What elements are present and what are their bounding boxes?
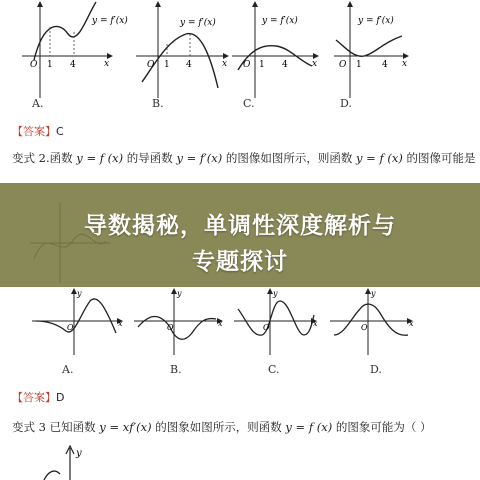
graph-c: [232, 2, 318, 98]
question-3-part3: 的图象可能为（ ）: [332, 420, 432, 434]
answer-1-value: C: [56, 125, 64, 138]
graph-c-origin: O: [243, 60, 251, 70]
question-3-part2: 的图象如图所示，则函数: [151, 420, 286, 434]
graph-a-tick2: 4: [70, 60, 76, 70]
bottom-graph-a-x: x: [118, 319, 123, 328]
bottom-graph-a: [32, 289, 123, 355]
question-2-formula2: y = f′(x): [176, 151, 223, 165]
top-option-a: A.: [32, 97, 44, 110]
question-3-formula2: y = f (x): [285, 420, 333, 434]
bottom-graph-d-y: y: [371, 289, 376, 298]
answer-1: [12, 123, 64, 139]
banner-title-line1: 导数揭秘，单调性深度解析与: [84, 213, 396, 239]
bottom-graph-d-origin: O: [361, 323, 368, 332]
partial-figure-y-label: y: [76, 448, 82, 459]
bottom-graph-a-origin: O: [67, 323, 74, 332]
bottom-graph-b: [134, 289, 223, 355]
question-3-part1: 变式 3 已知函数: [12, 420, 100, 434]
question-2-part1: 变式 2.函数: [12, 151, 77, 165]
question-3: [12, 419, 432, 435]
bottom-graph-b-x: x: [218, 319, 223, 328]
top-figures: [0, 0, 480, 100]
graph-b: [136, 2, 228, 98]
question-2: [12, 150, 476, 166]
bottom-graph-d-x: x: [409, 319, 414, 328]
bottom-figures: [0, 287, 480, 359]
graph-b-func-label: y = f′(x): [180, 18, 216, 28]
question-2-part3: 的图像如图所示，则函数: [222, 151, 357, 165]
graph-c-tick1: 1: [259, 60, 265, 70]
graph-a-tick1: 1: [47, 60, 53, 70]
graph-a-func-label: y = f′(x): [92, 16, 128, 26]
question-2-formula3: y = f (x): [356, 151, 403, 165]
graph-c-tick2: 4: [282, 60, 288, 70]
title-banner: [0, 183, 480, 287]
bottom-graph-c-y: y: [273, 289, 278, 298]
graph-b-x-label: x: [222, 59, 228, 69]
bottom-graph-c-x: x: [313, 319, 318, 328]
bottom-graph-b-y: y: [177, 289, 182, 298]
graph-d: [334, 2, 408, 98]
graph-c-func-label: y = f′(x): [262, 16, 298, 26]
bottom-graph-c: [234, 289, 318, 355]
graph-c-x-label: x: [312, 59, 318, 69]
graph-b-origin: O: [147, 60, 155, 70]
graph-b-tick1: 1: [164, 60, 170, 70]
bottom-option-a: A.: [62, 363, 74, 376]
top-option-d: D.: [340, 97, 352, 110]
question-3-formula1: y = xf′(x): [99, 420, 152, 434]
answer-2-tag: 【答案】: [12, 391, 56, 404]
graph-d-origin: O: [339, 60, 347, 70]
graph-d-tick1: 1: [356, 60, 362, 70]
question-2-formula1: y = f (x): [76, 151, 124, 165]
bottom-graph-b-origin: O: [167, 323, 174, 332]
graph-d-func-label: y = f′(x): [358, 16, 394, 26]
bottom-graph-c-origin: O: [263, 323, 270, 332]
top-option-b: B.: [152, 97, 164, 110]
question-2-part4: 的图像可能是: [402, 151, 476, 165]
top-option-c: C.: [243, 97, 255, 110]
partial-figure: [0, 444, 480, 480]
answer-2-value: D: [56, 391, 65, 404]
graph-b-tick2: 4: [186, 60, 192, 70]
graph-a-x-label: x: [104, 59, 110, 69]
bottom-graph-d: [330, 289, 414, 355]
answer-1-tag: 【答案】: [12, 125, 56, 138]
bottom-option-b: B.: [170, 363, 182, 376]
graph-a: [22, 2, 128, 98]
banner-title-line2: 专题探讨: [192, 249, 288, 275]
graph-d-tick2: 4: [382, 60, 388, 70]
graph-a-origin: O: [30, 60, 38, 70]
answer-2: [12, 389, 64, 405]
question-2-part2: 的导函数: [123, 151, 177, 165]
graph-d-x-label: x: [402, 59, 408, 69]
bottom-option-c: C.: [268, 363, 280, 376]
bottom-option-d: D.: [370, 363, 382, 376]
bottom-graph-a-y: y: [77, 289, 82, 298]
